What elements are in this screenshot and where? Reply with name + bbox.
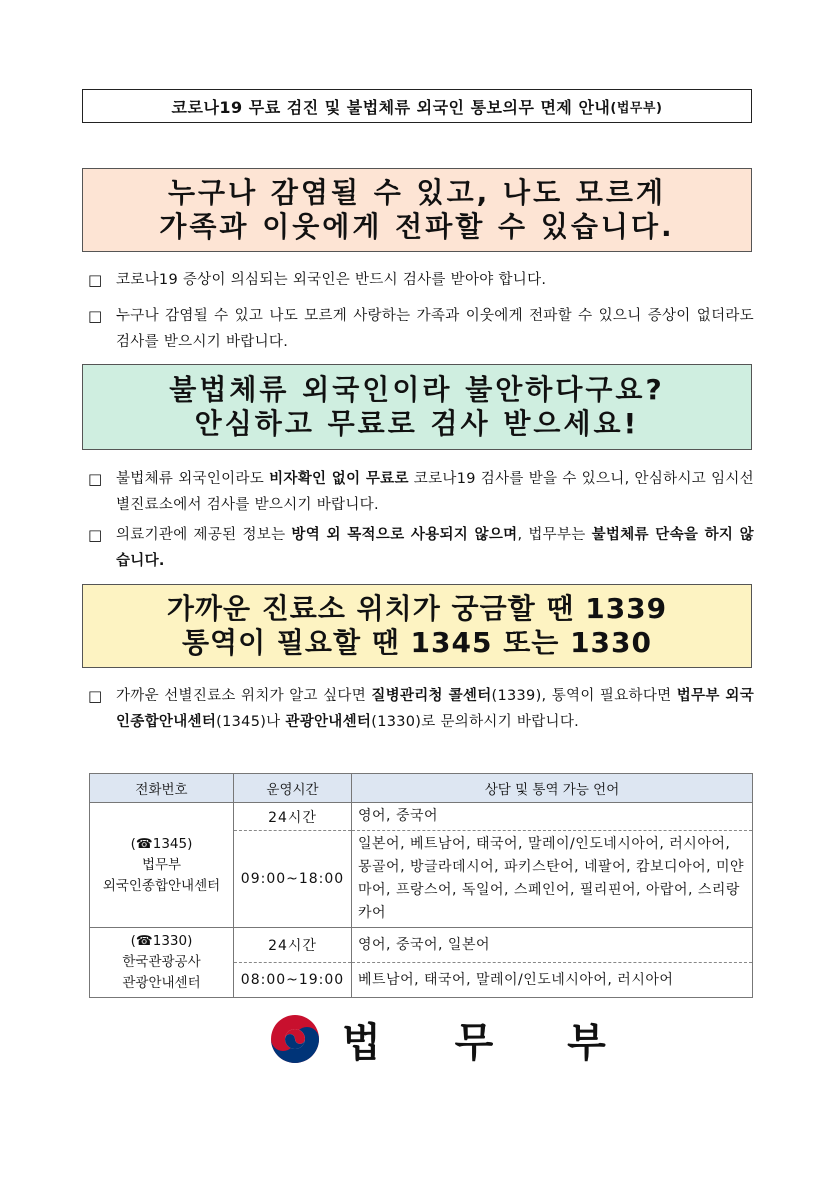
- banner-hotlines-line1: 가까운 진료소 위치가 궁금할 땐 1339: [166, 591, 668, 625]
- banner-infection-line2: 가족과 이웃에게 전파할 수 있습니다.: [159, 210, 675, 243]
- title-main: 코로나19 무료 검진 및 불법체류 외국인 통보의무 면제 안내: [171, 97, 611, 117]
- banner-hotlines-line2: 통역이 필요할 땐 1345 또는 1330: [181, 626, 653, 659]
- taegeuk-emblem-icon: [270, 1014, 320, 1064]
- phone-number: 1330: [152, 933, 188, 949]
- agency-cell: (☎1330) 한국관광공사 관광안내센터: [90, 928, 234, 998]
- ministry-name: 법 무 부: [342, 1019, 636, 1066]
- checkbox-icon: □: [88, 470, 103, 488]
- notice-item: [88, 303, 754, 355]
- emphasis-text: 불법체류 단속을 하지 않습니다.: [116, 527, 754, 569]
- hours-cell: 24시간: [234, 803, 352, 831]
- notice-text: 의료기관에 제공된 정보는 방역 외 목적으로 사용되지 않으며, 법무부는 불법체류 단속을 하지 않습니다.: [116, 527, 754, 569]
- banner-illegal-stay-line2: 안심하고 무료로 검사 받으세요!: [194, 407, 640, 440]
- agency-center: 외국인종합안내센터: [102, 877, 221, 894]
- notice-item: [88, 267, 754, 293]
- notice-text: 코로나19 증상이 의심되는 외국인은 반드시 검사를 받아야 합니다.: [116, 272, 547, 288]
- title-suffix: (법무부): [610, 100, 663, 116]
- agency-name: 한국관광공사: [122, 954, 201, 970]
- emphasis-text: 비자확인 없이 무료로: [269, 471, 409, 487]
- languages-cell: 일본어, 베트남어, 태국어, 말레이/인도네시아어, 러시아어, 몽골어, 방글라데시어, 파키스탄어, 네팔어, 캄보디아어, 미얀마어, 프랑스어, 독일어, 스페인어, 필리핀어, 아랍어, 스리랑카어: [352, 831, 753, 928]
- header-phone: 전화번호: [90, 774, 234, 803]
- languages-cell: 영어, 중국어: [352, 803, 753, 831]
- banner-infection-line1: 누구나 감염될 수 있고, 나도 모르게: [167, 175, 667, 209]
- languages-cell: 영어, 중국어, 일본어: [352, 928, 753, 963]
- phone-number: 1345: [152, 835, 188, 852]
- agency-cell: (☎1345) 법무부 외국인종합안내센터: [90, 803, 234, 928]
- banner-illegal-stay-line1: 불법체류 외국인이라 불안하다구요?: [169, 372, 665, 406]
- emphasis-text: 질병관리청 콜센터: [371, 688, 492, 704]
- emphasis-text: 방역 외 목적으로 사용되지 않으며: [291, 527, 518, 543]
- notice-text: 가까운 선별진료소 위치가 알고 싶다면 질병관리청 콜센터(1339), 통역이 필요하다면 법무부 외국인종합안내센터(1345)나 관광안내센터(1330)로 문의하시기 바랍니다.: [116, 688, 755, 730]
- agency-name: 법무부: [141, 856, 182, 873]
- hours-cell: 08:00~19:00: [234, 963, 352, 998]
- checkbox-icon: □: [88, 687, 103, 705]
- header-hours: 운영시간: [234, 774, 352, 803]
- checkbox-icon: □: [88, 271, 103, 289]
- phone-icon: ☎: [135, 933, 153, 949]
- agency-center: 관광안내센터: [122, 975, 201, 991]
- banner-hotlines: [82, 584, 752, 668]
- table-row: [90, 803, 753, 831]
- hotline-table: [89, 773, 753, 998]
- notice-text: 불법체류 외국인이라도 비자확인 없이 무료로 코로나19 검사를 받을 수 있으니, 안심하시고 임시선별진료소에서 검사를 받으시기 바랍니다.: [116, 471, 754, 513]
- table-row: [90, 928, 753, 963]
- emphasis-text: 관광안내센터: [285, 714, 372, 730]
- notice-text: 누구나 감염될 수 있고 나도 모르게 사랑하는 가족과 이웃에게 전파할 수 있으니 증상이 없더라도 검사를 받으시기 바랍니다.: [116, 308, 754, 350]
- notice-item: [88, 466, 754, 518]
- checkbox-icon: □: [88, 526, 103, 544]
- banner-illegal-stay: [82, 364, 752, 450]
- checkbox-icon: □: [88, 307, 103, 325]
- hours-cell: 09:00~18:00: [234, 831, 352, 928]
- document-title: [82, 89, 752, 123]
- emphasis-text: 법무부 외국인종합안내센터: [116, 688, 755, 730]
- ministry-logo: [270, 1012, 636, 1066]
- notice-item: [88, 522, 754, 574]
- phone-icon: ☎: [135, 835, 153, 852]
- banner-infection: [82, 168, 752, 252]
- notice-item: [88, 683, 754, 735]
- table-header-row: [90, 774, 753, 803]
- header-languages: 상담 및 통역 가능 언어: [352, 774, 753, 803]
- languages-cell: 베트남어, 태국어, 말레이/인도네시아어, 러시아어: [352, 963, 753, 998]
- hours-cell: 24시간: [234, 928, 352, 963]
